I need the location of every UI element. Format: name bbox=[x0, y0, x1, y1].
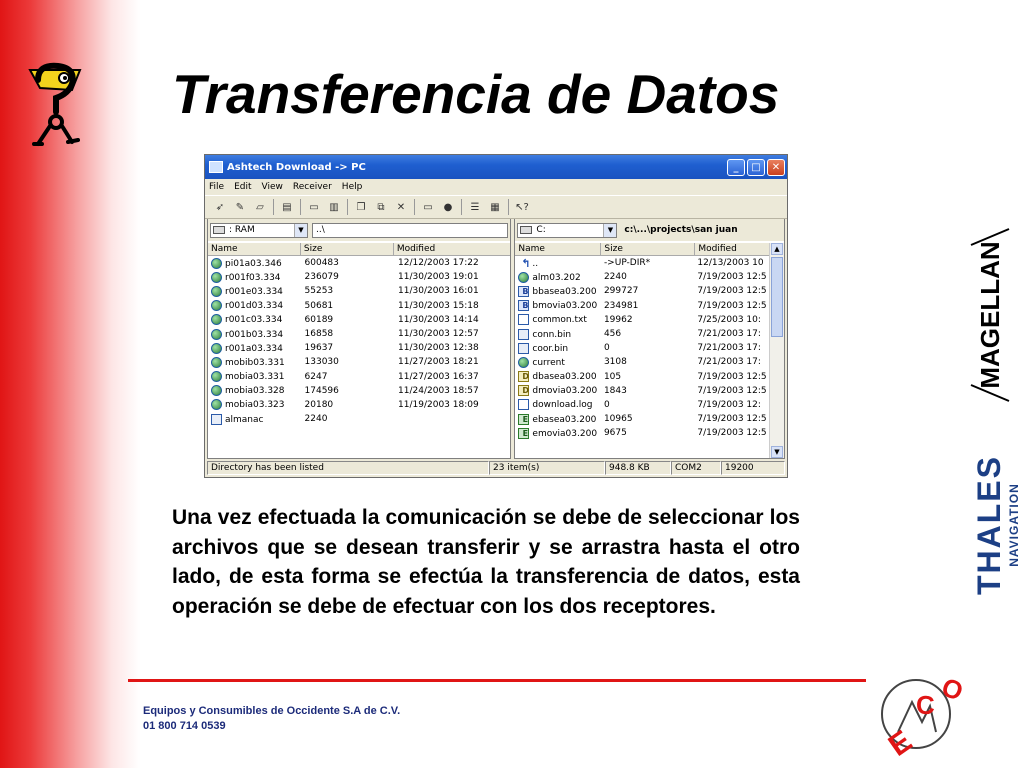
file-row[interactable] bbox=[515, 341, 770, 355]
file-size: 20180 bbox=[304, 399, 334, 410]
b-file-icon: B bbox=[518, 286, 529, 297]
file-name: r001a03.334 bbox=[225, 343, 283, 354]
file-modified: 11/30/2003 15:18 bbox=[398, 300, 479, 311]
file-name: mobia03.331 bbox=[225, 372, 285, 383]
svg-text:E: E bbox=[882, 724, 918, 763]
text-file-icon bbox=[518, 314, 529, 325]
file-size: 2240 bbox=[304, 414, 328, 425]
file-size: 60189 bbox=[304, 314, 334, 325]
file-row[interactable] bbox=[208, 299, 510, 313]
status-message: Directory has been listed bbox=[207, 461, 489, 475]
minimize-button[interactable]: _ bbox=[727, 159, 745, 176]
file-row[interactable] bbox=[208, 370, 510, 384]
file-name-cell bbox=[515, 414, 601, 425]
file-name-cell bbox=[208, 414, 302, 425]
footer-company: Equipos y Consumibles de Occidente S.A de C.V. bbox=[143, 705, 401, 717]
file-name-cell bbox=[515, 300, 601, 311]
pc-file-list bbox=[515, 256, 770, 440]
file-row[interactable] bbox=[515, 270, 770, 284]
drive-icon bbox=[213, 226, 225, 234]
menu-help[interactable]: Help bbox=[341, 182, 363, 192]
toolbar-separator bbox=[414, 199, 415, 215]
toolbar-separator bbox=[300, 199, 301, 215]
slide-body-text: Una vez efectuada la comunicación se debe de seleccionar los archivos que se desean transferir y se arrastra hasta el otro lado, de esta forma se efectúa la transferencia de datos, esta operación se debe de efectuar con los dos receptores. bbox=[172, 506, 800, 618]
toolbar-separator bbox=[508, 199, 509, 215]
app-icon bbox=[209, 161, 223, 173]
file-modified: 11/27/2003 18:21 bbox=[398, 357, 479, 368]
file-name-cell bbox=[515, 385, 601, 396]
file-modified: 11/27/2003 16:37 bbox=[398, 371, 479, 382]
file-row[interactable] bbox=[208, 256, 510, 270]
file-modified: 7/19/2003 12:5 bbox=[697, 385, 767, 396]
file-row[interactable] bbox=[515, 355, 770, 369]
file-modified: 12/13/2003 10 bbox=[697, 258, 764, 269]
file-modified: 7/21/2003 17: bbox=[697, 343, 761, 354]
file-name-cell bbox=[208, 385, 302, 396]
column-header-name[interactable]: Name bbox=[515, 243, 601, 255]
statusbar bbox=[207, 461, 785, 475]
file-modified: 7/19/2003 12:5 bbox=[697, 300, 767, 311]
file-row[interactable] bbox=[515, 313, 770, 327]
file-name-cell bbox=[208, 343, 302, 354]
bin-file-icon bbox=[518, 329, 529, 340]
globe-file-icon bbox=[211, 314, 222, 325]
file-name-cell bbox=[515, 357, 601, 368]
file-name: r001f03.334 bbox=[225, 272, 281, 283]
file-row[interactable] bbox=[515, 426, 770, 440]
pc-drive-select[interactable] bbox=[517, 223, 617, 238]
file-name: bmovia03.200 bbox=[532, 301, 598, 312]
file-modified: 7/19/2003 12:5 bbox=[697, 428, 767, 439]
file-name: emovia03.200 bbox=[532, 428, 598, 439]
file-name-cell bbox=[515, 314, 601, 325]
file-size: 19637 bbox=[304, 343, 334, 354]
file-name-cell bbox=[515, 343, 601, 354]
file-row[interactable] bbox=[208, 412, 510, 426]
file-name: almanac bbox=[225, 414, 264, 425]
file-row[interactable] bbox=[515, 327, 770, 341]
file-modified: 11/30/2003 14:14 bbox=[398, 314, 479, 325]
globe-file-icon bbox=[211, 385, 222, 396]
column-header-name[interactable]: Name bbox=[208, 243, 301, 255]
receiver-path-field[interactable]: ..\ bbox=[312, 223, 508, 238]
file-size: 456 bbox=[603, 329, 622, 340]
svg-text:THALES: THALES bbox=[971, 455, 1007, 595]
toolbar bbox=[205, 195, 787, 219]
maximize-button[interactable]: □ bbox=[747, 159, 765, 176]
file-size: 133030 bbox=[304, 357, 339, 368]
file-row[interactable] bbox=[515, 256, 770, 270]
file-name: r001c03.334 bbox=[225, 315, 283, 326]
pc-path-field[interactable]: c:\...\projects\san juan bbox=[621, 223, 781, 238]
file-name: coor.bin bbox=[532, 343, 569, 354]
globe-icon[interactable]: ● bbox=[443, 201, 453, 213]
file-name-cell bbox=[208, 357, 302, 368]
globe-file-icon bbox=[211, 343, 222, 354]
toolbar-separator bbox=[347, 199, 348, 215]
receiver-drive-select[interactable] bbox=[210, 223, 308, 238]
settings-icon[interactable]: ▤ bbox=[282, 201, 292, 213]
svg-text:O: O bbox=[937, 671, 968, 707]
file-modified: 7/25/2003 10: bbox=[697, 314, 761, 325]
file-modified: 12/12/2003 17:22 bbox=[398, 258, 479, 269]
almanac-icon bbox=[211, 414, 222, 425]
file-size: 55253 bbox=[304, 286, 334, 297]
file-size: 3108 bbox=[603, 357, 627, 368]
file-row[interactable] bbox=[208, 398, 510, 412]
magellan-logo-icon bbox=[965, 225, 1015, 405]
pc-pane-scrollbar[interactable] bbox=[769, 243, 784, 458]
pc-drive-label: C: bbox=[536, 225, 546, 235]
file-size: 299727 bbox=[603, 286, 639, 297]
file-name: bbasea03.200 bbox=[532, 286, 597, 297]
file-row[interactable] bbox=[208, 384, 510, 398]
file-size: 174596 bbox=[304, 385, 339, 396]
file-name: .. bbox=[532, 258, 539, 269]
file-size: 234981 bbox=[603, 300, 639, 311]
text-file-icon bbox=[518, 399, 529, 410]
slide-title: Transferencia de Datos bbox=[172, 63, 780, 125]
globe-file-icon bbox=[518, 357, 529, 368]
menu-view[interactable]: View bbox=[261, 182, 283, 192]
file-name: current bbox=[532, 357, 565, 368]
file-modified: 7/19/2003 12:5 bbox=[697, 272, 767, 283]
b-file-icon: B bbox=[518, 300, 529, 311]
file-name-cell bbox=[515, 286, 601, 297]
bin-file-icon bbox=[518, 343, 529, 354]
footer-divider bbox=[128, 679, 866, 682]
file-name: ebasea03.200 bbox=[532, 414, 597, 425]
globe-file-icon bbox=[518, 272, 529, 283]
svg-text:MAGELLAN: MAGELLAN bbox=[975, 241, 1005, 389]
scrollbar-thumb[interactable] bbox=[771, 257, 783, 337]
status-item-count: 23 item(s) bbox=[489, 461, 605, 475]
file-name-cell bbox=[208, 329, 302, 340]
file-name: dmovia03.200 bbox=[532, 386, 598, 397]
file-name-cell bbox=[515, 258, 601, 269]
receiver-file-list bbox=[208, 256, 510, 426]
globe-file-icon bbox=[211, 272, 222, 283]
window-titlebar[interactable] bbox=[205, 155, 787, 179]
file-modified: 11/19/2003 18:09 bbox=[398, 399, 479, 410]
scroll-up-arrow-icon[interactable]: ▲ bbox=[771, 243, 783, 255]
globe-file-icon bbox=[211, 371, 222, 382]
file-size: 1843 bbox=[603, 385, 627, 396]
file-name-cell bbox=[515, 329, 601, 340]
file-row[interactable] bbox=[208, 270, 510, 284]
file-modified: 7/21/2003 17: bbox=[697, 357, 761, 368]
ashtech-download-window[interactable] bbox=[204, 154, 788, 478]
file-name-cell bbox=[208, 300, 302, 311]
file-name: dbasea03.200 bbox=[532, 372, 597, 383]
file-size: 16858 bbox=[304, 329, 334, 340]
file-size: 600483 bbox=[304, 258, 339, 269]
file-panes bbox=[207, 219, 785, 459]
file-name: r001d03.334 bbox=[225, 301, 284, 312]
file-row[interactable] bbox=[515, 284, 770, 298]
copy-icon[interactable]: ❐ bbox=[356, 201, 366, 213]
menu-edit[interactable]: Edit bbox=[234, 182, 252, 192]
file-size: 6247 bbox=[304, 371, 328, 382]
d-file-icon: D bbox=[518, 371, 529, 382]
detail-view-icon[interactable]: ▦ bbox=[490, 201, 500, 213]
file-row[interactable] bbox=[208, 284, 510, 298]
file-name: r001e03.334 bbox=[225, 286, 283, 297]
file-row[interactable] bbox=[208, 327, 510, 341]
file-size: 236079 bbox=[304, 272, 339, 283]
drive-icon bbox=[520, 226, 532, 234]
file-name-cell bbox=[208, 371, 302, 382]
file-name-cell bbox=[515, 399, 601, 410]
file-name: mobib03.331 bbox=[225, 357, 285, 368]
move-icon[interactable]: ⧉ bbox=[377, 201, 385, 213]
toolbar-separator bbox=[273, 199, 274, 215]
file-modified: 7/21/2003 17: bbox=[697, 329, 761, 340]
file-row[interactable] bbox=[515, 384, 770, 398]
disconnect-icon[interactable]: ✎ bbox=[235, 201, 245, 213]
toolbar-separator bbox=[461, 199, 462, 215]
file-size: 0 bbox=[603, 343, 610, 354]
file-modified: 7/19/2003 12:5 bbox=[697, 371, 767, 382]
svg-text:C: C bbox=[916, 690, 935, 720]
new-folder-icon[interactable]: ▭ bbox=[423, 201, 433, 213]
status-port: COM2 bbox=[671, 461, 721, 475]
file-name-cell bbox=[515, 371, 601, 382]
svg-text:NAVIGATION: NAVIGATION bbox=[1007, 483, 1021, 567]
file-size: 2240 bbox=[603, 272, 627, 283]
file-size: 105 bbox=[603, 371, 622, 382]
file-modified: 11/24/2003 18:57 bbox=[398, 385, 479, 396]
file-row[interactable] bbox=[515, 299, 770, 313]
file-name-cell bbox=[208, 314, 302, 325]
file-name: common.txt bbox=[532, 315, 587, 326]
help-icon[interactable]: ↖? bbox=[515, 201, 529, 213]
menubar bbox=[205, 179, 787, 195]
file-name-cell bbox=[208, 399, 302, 410]
receiver-drive-label: : RAM bbox=[229, 225, 255, 235]
file-modified: 11/30/2003 12:38 bbox=[398, 343, 479, 354]
file-name: pi01a03.346 bbox=[225, 258, 282, 269]
globe-file-icon bbox=[211, 258, 222, 269]
chevron-down-icon[interactable]: ▼ bbox=[603, 224, 616, 237]
file-name-cell bbox=[515, 428, 601, 439]
globe-file-icon bbox=[211, 286, 222, 297]
columns-icon[interactable]: ▥ bbox=[329, 201, 339, 213]
up-dir-icon: ↰ bbox=[518, 258, 529, 269]
file-modified: 11/30/2003 12:57 bbox=[398, 329, 479, 340]
file-row[interactable] bbox=[515, 398, 770, 412]
file-size: 9675 bbox=[603, 428, 627, 439]
pc-address-row bbox=[515, 219, 784, 241]
file-row[interactable] bbox=[208, 355, 510, 369]
column-header-size[interactable]: Size bbox=[301, 243, 394, 255]
file-size: 19962 bbox=[603, 314, 633, 325]
file-name: mobia03.323 bbox=[225, 400, 285, 411]
pc-pane[interactable] bbox=[514, 219, 785, 459]
receiver-pane[interactable] bbox=[207, 219, 511, 459]
status-total-size: 948.8 KB bbox=[605, 461, 671, 475]
e-file-icon: E bbox=[518, 428, 529, 439]
status-baud-rate: 19200 bbox=[721, 461, 785, 475]
file-name: alm03.202 bbox=[532, 272, 581, 283]
file-modified: 11/30/2003 19:01 bbox=[398, 272, 479, 283]
pc-column-headers bbox=[515, 243, 784, 256]
file-name-cell bbox=[208, 286, 302, 297]
delete-icon[interactable]: ✕ bbox=[396, 201, 406, 213]
file-name: conn.bin bbox=[532, 329, 572, 340]
globe-file-icon bbox=[211, 329, 222, 340]
file-size: 0 bbox=[603, 399, 610, 410]
scroll-down-arrow-icon[interactable]: ▼ bbox=[771, 446, 783, 458]
column-header-size[interactable]: Size bbox=[601, 243, 695, 255]
list-view-icon[interactable]: ☰ bbox=[470, 201, 480, 213]
connect-icon[interactable]: ➶ bbox=[215, 201, 225, 213]
menu-receiver[interactable]: Receiver bbox=[292, 182, 332, 192]
close-button[interactable]: ✕ bbox=[767, 159, 785, 176]
thales-navigation-logo-icon bbox=[968, 440, 1024, 610]
file-name: download.log bbox=[532, 400, 593, 411]
d-file-icon: D bbox=[518, 385, 529, 396]
globe-file-icon bbox=[211, 300, 222, 311]
file-row[interactable] bbox=[515, 412, 770, 426]
file-row[interactable] bbox=[208, 313, 510, 327]
file-size: 50681 bbox=[304, 300, 334, 311]
file-name-cell bbox=[208, 258, 302, 269]
e-file-icon: E bbox=[518, 414, 529, 425]
menu-file[interactable]: File bbox=[209, 182, 225, 192]
file-size: 10965 bbox=[603, 414, 633, 425]
file-name: mobia03.328 bbox=[225, 386, 285, 397]
column-header-modified[interactable]: Modified bbox=[396, 244, 436, 254]
eco-logo-icon bbox=[872, 662, 972, 762]
chevron-down-icon[interactable]: ▼ bbox=[294, 224, 307, 237]
question-mark-mascot-icon bbox=[20, 60, 90, 150]
file-row[interactable] bbox=[515, 370, 770, 384]
receiver-address-row bbox=[208, 219, 510, 241]
window-icon[interactable]: ▭ bbox=[309, 201, 319, 213]
column-header-modified[interactable]: Modified bbox=[698, 244, 737, 254]
footer-phone: 01 800 714 0539 bbox=[143, 720, 226, 732]
file-name: r001b03.334 bbox=[225, 329, 284, 340]
globe-file-icon bbox=[211, 399, 222, 410]
open-folder-icon[interactable]: ▱ bbox=[256, 201, 264, 213]
window-title: Ashtech Download -> PC bbox=[227, 161, 366, 173]
file-modified: 7/19/2003 12: bbox=[697, 399, 761, 410]
file-row[interactable] bbox=[208, 341, 510, 355]
file-modified: 7/19/2003 12:5 bbox=[697, 414, 767, 425]
file-size: ->UP-DIR* bbox=[603, 258, 651, 269]
file-name-cell bbox=[208, 272, 302, 283]
file-name-cell bbox=[515, 272, 601, 283]
globe-file-icon bbox=[211, 357, 222, 368]
file-modified: 11/30/2003 16:01 bbox=[398, 286, 479, 297]
file-modified: 7/19/2003 12:5 bbox=[697, 286, 767, 297]
receiver-column-headers bbox=[208, 243, 510, 256]
